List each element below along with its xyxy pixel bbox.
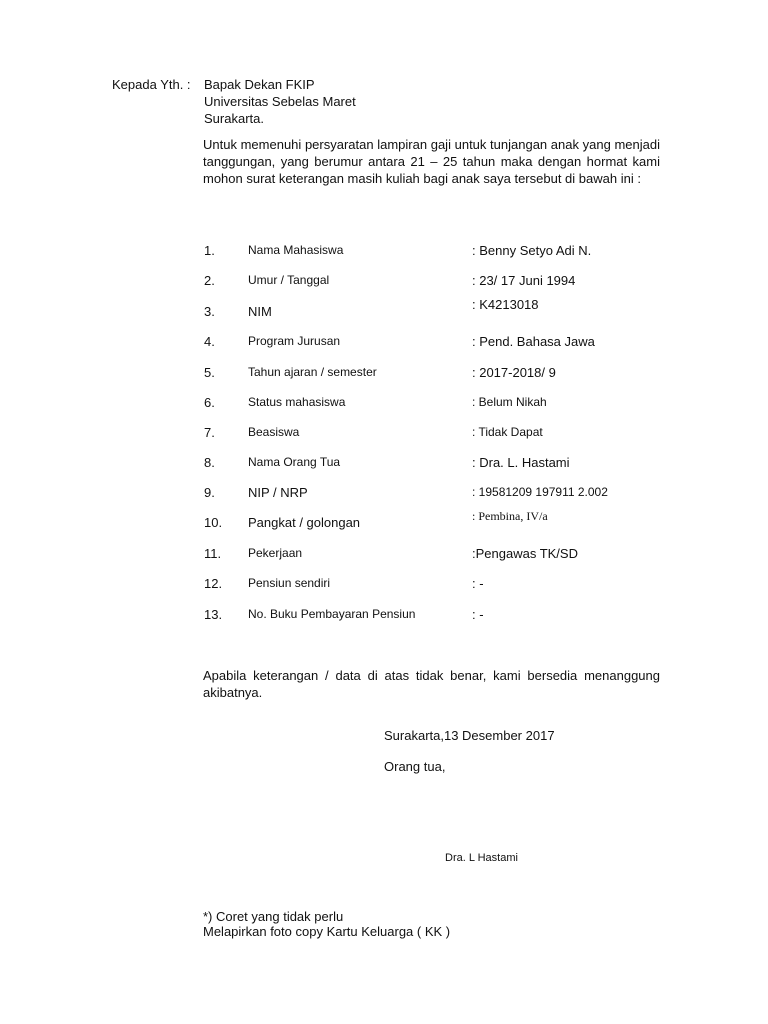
list-item [0,334,768,354]
item-label: NIM [248,304,272,319]
item-number: 5. [204,365,215,380]
list-item [0,273,768,293]
list-item [0,509,768,535]
item-value: : Pend. Bahasa Jawa [472,334,595,349]
item-value: : 19581209 197911 2.002 [472,485,608,499]
item-value: : Tidak Dapat [472,425,543,439]
signatory-role: Orang tua, [384,759,446,774]
item-value: : - [472,576,484,591]
item-number: 2. [204,273,215,288]
item-label: Pensiun sendiri [248,576,331,590]
kepada-label: Kepada Yth. : [112,77,191,92]
item-value: :Pengawas TK/SD [472,546,578,561]
item-value: : Pembina, IV/a [472,509,548,523]
address-line: Surakarta. [204,111,264,126]
place-date: Surakarta,13 Desember 2017 [384,728,555,743]
item-label: Nama Mahasiswa [248,243,344,257]
address-line: Universitas Sebelas Maret [204,94,356,109]
list-item [0,576,768,596]
footnote-line: *) Coret yang tidak perlu [203,909,344,924]
item-number: 6. [204,395,215,410]
item-number: 8. [204,455,215,470]
list-item [0,365,768,385]
item-number: 7. [204,425,215,440]
item-label: Pekerjaan [248,546,303,560]
list-item [0,455,768,475]
item-value: : K4213018 [472,297,539,312]
intro-paragraph: Untuk memenuhi persyaratan lampiran gaji untuk tunjangan anak yang menjadi tanggungan, yang berumur antara 21 – 25 tahun maka dengan hormat kami mohon surat keterangan masih kuliah bagi anak saya tersebut di bawah ini : [203,137,660,186]
address-line: Bapak Dekan FKIP [204,77,315,92]
list-item [0,395,768,415]
item-value: : 2017-2018/ 9 [472,365,556,380]
item-label: No. Buku Pembayaran Pensiun [248,607,416,621]
item-number: 4. [204,334,215,349]
closing-paragraph: Apabila keterangan / data di atas tidak benar, kami bersedia menanggung akibatnya. [203,668,660,700]
item-label: Status mahasiswa [248,395,346,409]
item-label: Tahun ajaran / semester [248,365,377,379]
list-item [0,607,768,627]
item-number: 10. [204,515,223,530]
item-number: 3. [204,304,215,319]
item-label: Umur / Tanggal [248,273,330,287]
list-item [0,297,768,324]
list-item [0,485,768,505]
item-number: 1. [204,243,215,258]
item-value: : Belum Nikah [472,395,547,409]
item-value: : 23/ 17 Juni 1994 [472,273,576,288]
item-value: : Dra. L. Hastami [472,455,570,470]
item-number: 12. [204,576,223,591]
list-item [0,243,768,263]
list-item [0,425,768,445]
item-label: Beasiswa [248,425,300,439]
item-label: Program Jurusan [248,334,341,348]
item-label: NIP / NRP [248,485,308,500]
item-number: 9. [204,485,215,500]
item-number: 11. [204,546,222,561]
item-number: 13. [204,607,223,622]
item-label: Pangkat / golongan [248,515,361,530]
footnote-line: Melapirkan foto copy Kartu Keluarga ( KK ) [203,924,451,939]
list-item [0,546,768,566]
signatory-name: Dra. L Hastami [445,852,518,864]
item-value: : - [472,607,484,622]
item-label: Nama Orang Tua [248,455,341,469]
item-value: : Benny Setyo Adi N. [472,243,592,258]
